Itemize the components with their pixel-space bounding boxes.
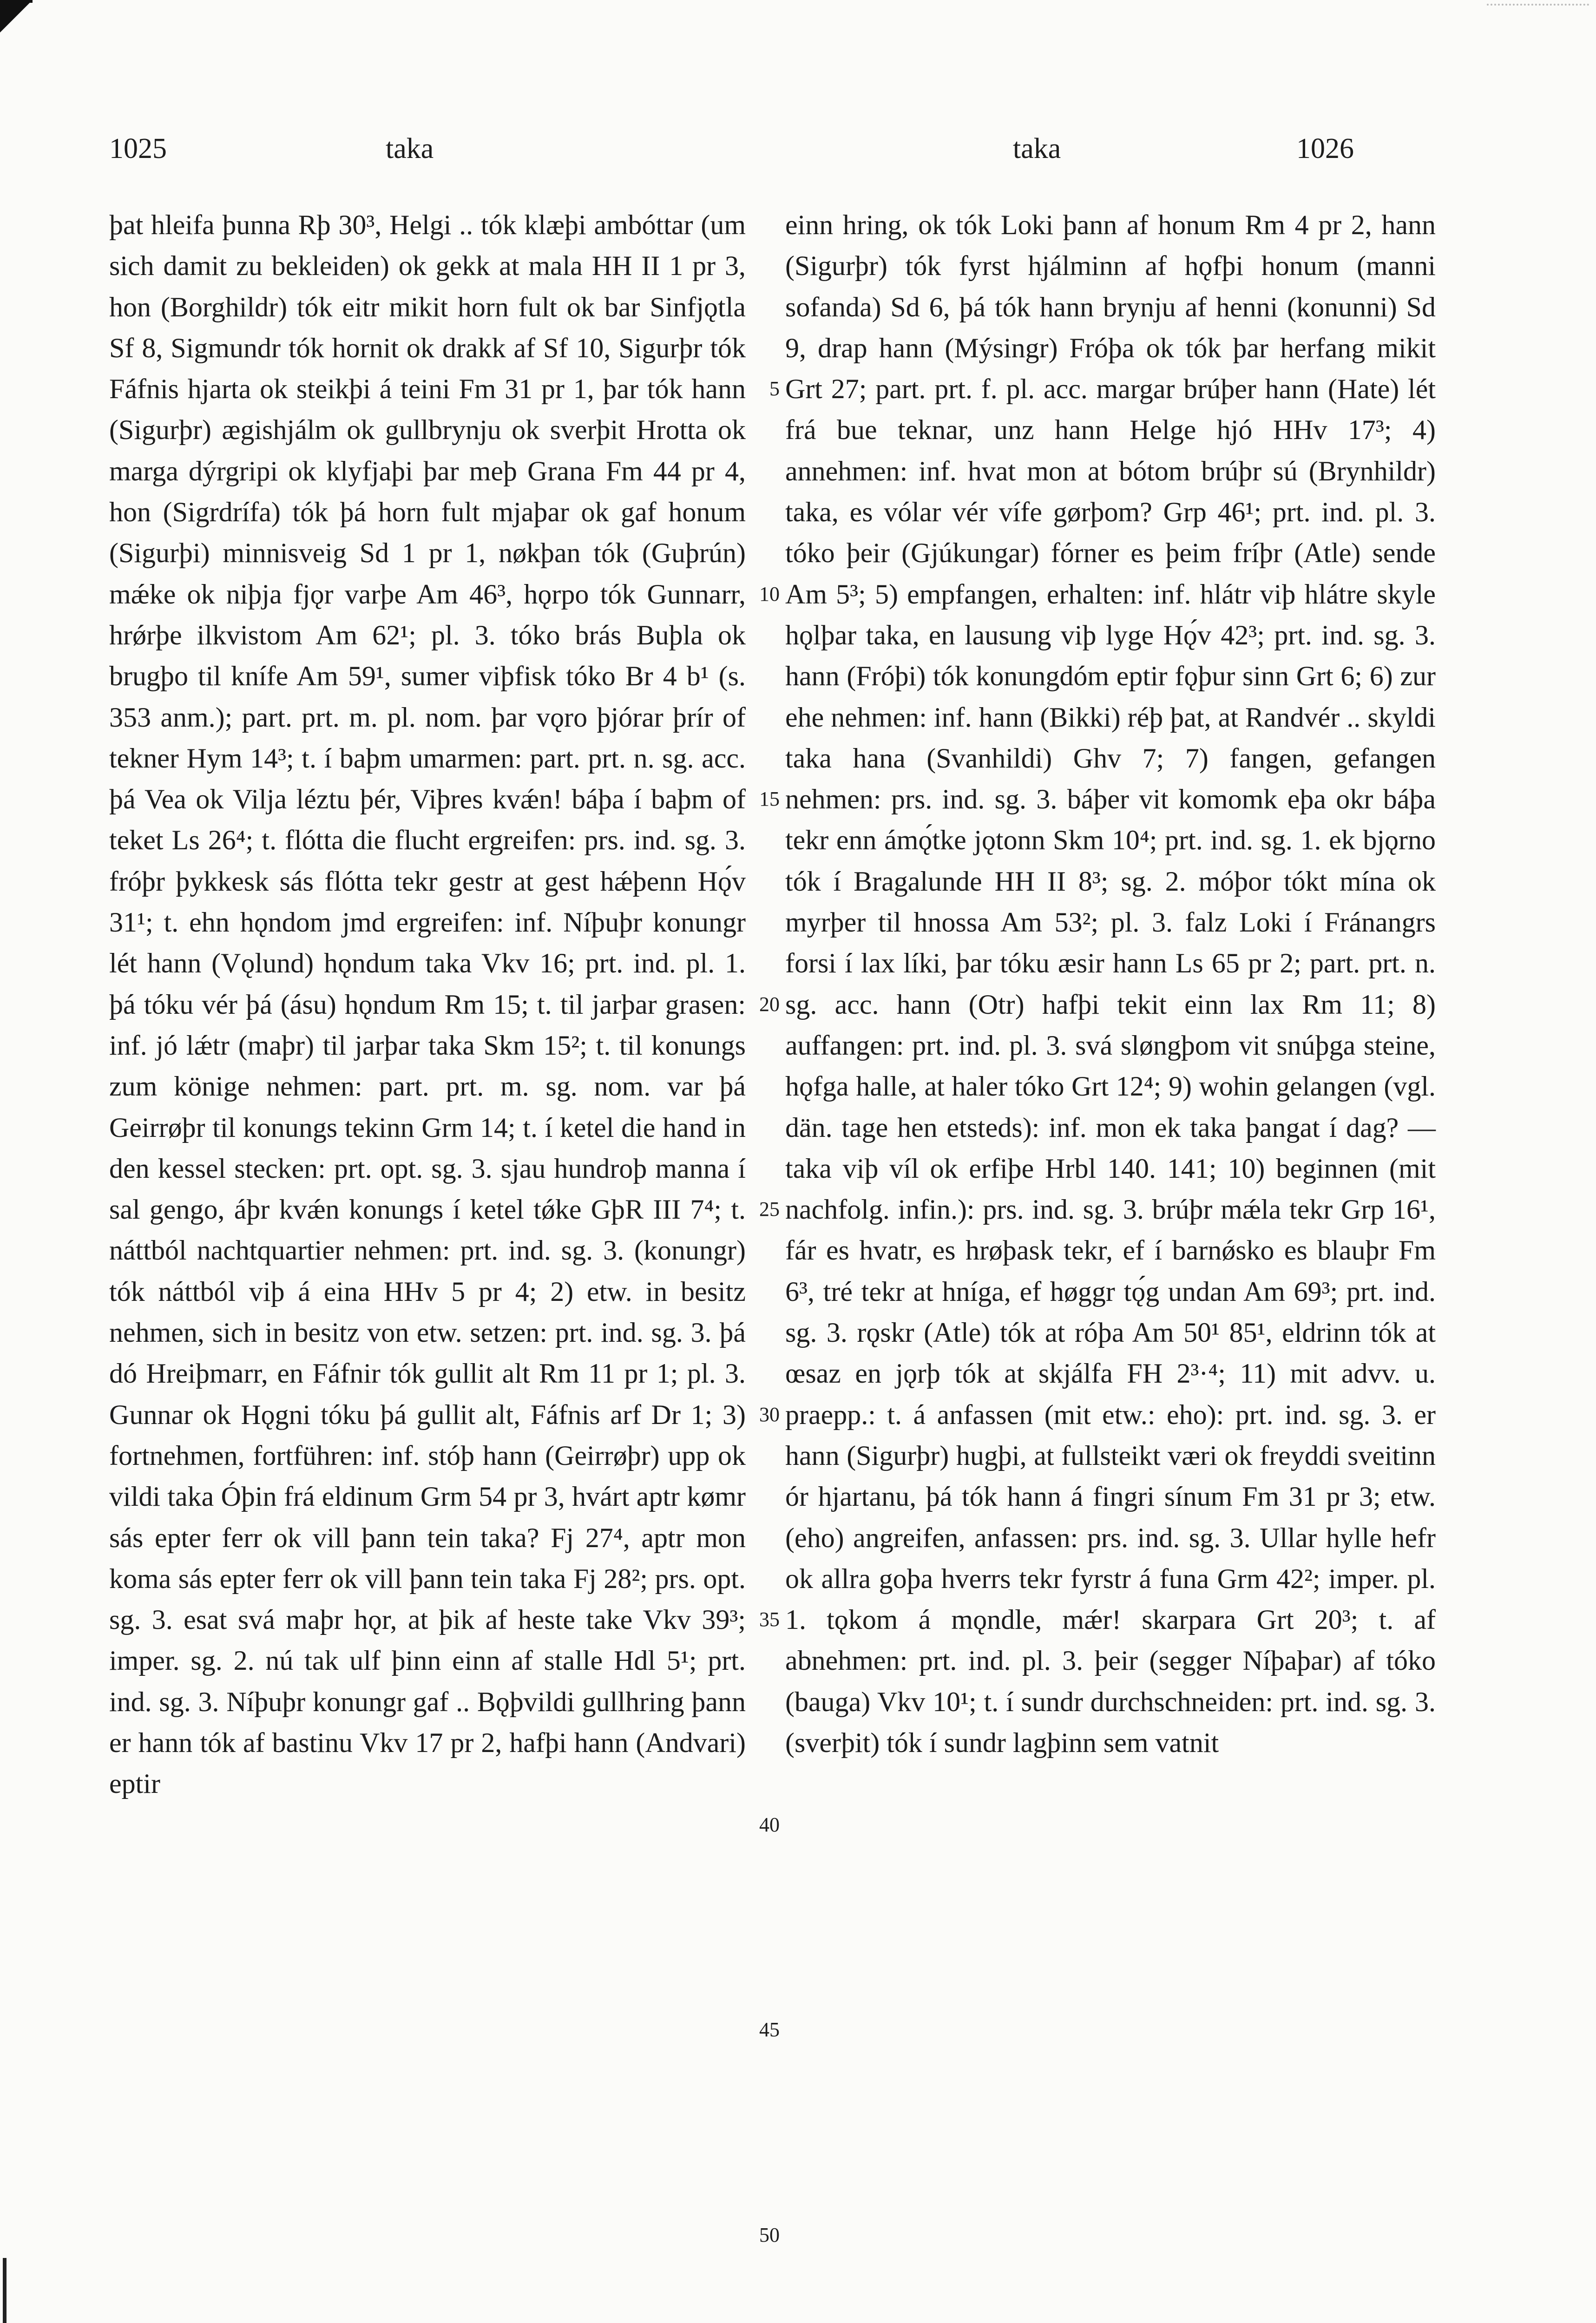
left-column [109,204,746,1805]
line-number: 40 [759,1813,780,1836]
corner-line [0,0,33,3]
line-number: 5 [769,377,780,400]
line-number: 10 [759,582,780,605]
headword-left: taka [386,133,434,164]
page-number-right: 1026 [1296,133,1354,164]
page-number-left: 1025 [109,133,167,164]
left-column-text: þat hleifa þunna Rþ 30³, Helgi .. tók klæþi ambóttar (um sich damit zu bekleiden) ok gekk at mala HH II 1 pr 3, hon (Borghildr) tók eitr mikit horn fult ok bar Sinfjǫtla Sf 8, Sigmundr tók hornit ok drakk af Sf 10, Sigurþr tók Fáfnis hjarta ok steikþi á teini Fm 31 pr 1, þar tók hann (Sigurþr) ægishjálm ok gullbrynju ok sverþit Hrotta ok marga dýrgripi ok klyfjaþi þar meþ Grana Fm 44 pr 4, hon (Sigrdrífa) tók þá horn fult mjaþar ok gaf honum (Sigurþi) minnisveig Sd 1 pr 1, nøkþan tók (Guþrún) mǽke ok niþja fjǫr varþe Am 46³, hǫrpo tók Gunnarr, hrǿrþe ilkvistom Am 62¹; pl. 3. tóko brás Buþla ok brugþo til knífe Am 59¹, sumer viþfisk tóko Br 4 b¹ (s. 353 anm.); part. prt. m. pl. nom. þar vǫro þjórar þrír of tekner Hym 14³; t. í baþm umarmen: part. prt. n. sg. acc. þá Vea ok Vilja léztu þér, Viþres kvǽn! báþa í baþm of teket Ls 26⁴; t. flótta die flucht ergreifen: prs. ind. sg. 3. fróþr þykkesk sás flótta tekr gestr at gest hǽþenn Hǫ́v 31¹; t. ehn hǫndom jmd ergreifen: inf. Níþuþr konungr lét hann (Vǫlund) hǫndum taka Vkv 16; prt. ind. pl. 1. þá tóku vér þá (ásu) hǫndum Rm 15; t. til jarþar grasen: inf. jó lǽtr (maþr) til jarþar taka Skm 15²; t. til konungs zum könige nehmen: part. prt. m. sg. nom. var þá Geirrøþr til konungs tekinn Grm 14; t. í ketel die hand in den kessel stecken: prt. opt. sg. 3. sjau hundroþ manna í sal gengo, áþr kvǽn konungs í ketel tǿke GþR III 7⁴; t. náttból nachtquartier nehmen: prt. ind. sg. 3. (konungr) tók náttból viþ á eina HHv 5 pr 4; 2) etw. in besitz nehmen, sich in besitz von etw. setzen: prt. ind. sg. 3. þá dó Hreiþmarr, en Fáfnir tók gullit alt Rm 11 pr 1; pl. 3. Gunnar ok Hǫgni tóku þá gullit alt, Fáfnis arf Dr 1; 3) fortnehmen, fortführen: inf. stóþ hann (Geirrøþr) upp ok vildi taka Óþin frá eldinum Grm 54 pr 3, hvárt aptr kømr sás epter ferr ok vill þann tein taka? Fj 27⁴, aptr mon koma sás epter ferr ok vill þann tein taka Fj 28²; prs. opt. sg. 3. esat svá maþr hǫr, at þik af heste take Vkv 39³; imper. sg. 2. nú tak ulf þinn einn af stalle Hdl 5¹; prt. ind. sg. 3. Níþuþr konungr gaf .. Bǫþvildi gullhring þann er hann tók af bastinu Vkv 17 pr 2, hafþi hann (Andvari) eptir [109,210,746,1799]
line-number: 35 [759,1608,780,1631]
right-column-text: einn hring, ok tók Loki þann af honum Rm 4 pr 2, hann (Sigurþr) tók fyrst hjálminn af hǫfþi honum (manni sofanda) Sd 6, þá tók hann brynju af henni (konunni) Sd 9, drap hann (Mýsingr) Fróþa ok tók þar herfang mikit Grt 27; part. prt. f. pl. acc. margar brúþer hann (Hate) lét frá bue teknar, unz hann Helge hjó HHv 17³; 4) annehmen: inf. hvat mon at bótom brúþr sú (Brynhildr) taka, es vólar vér vífe gørþom? Grp 46¹; prt. ind. pl. 3. tóko þeir (Gjúkungar) fórner es þeim fríþr (Atle) sende Am 5³; 5) empfangen, erhalten: inf. hlátr viþ hlátre skyle hǫlþar taka, en lausung viþ lyge Hǫ́v 42³; prt. ind. sg. 3. hann (Fróþi) tók konungdóm eptir fǫþur sinn Grt 6; 6) zur ehe nehmen: inf. hann (Bikki) réþ þat, at Randvér .. skyldi taka hana (Svanhildi) Ghv 7; 7) fangen, gefangen nehmen: prs. ind. sg. 3. báþer vit komomk eþa okr báþa tekr enn ámǫ́tke jǫtonn Skm 10⁴; prt. ind. sg. 1. ek bjǫrno tók í Bragalunde HH II 8³; sg. 2. móþor tókt mína ok myrþer til hnossa Am 53²; pl. 3. falz Loki í Fránangrs forsi í lax líki, þar tóku æsir hann Ls 65 pr 2; part. prt. n. sg. acc. hann (Otr) hafþi tekit einn lax Rm 11; 8) auffangen: prt. ind. pl. 3. svá sløngþom vit snúþga steine, hǫfga halle, at haler tóko Grt 12⁴; 9) wohin gelangen (vgl. dän. tage hen etsteds): inf. mon ek taka þangat í dag? — taka viþ víl ok erfiþe Hrbl 140. 141; 10) beginnen (mit nachfolg. infin.): prs. ind. sg. 3. brúþr mǽla tekr Grp 16¹, fár es hvatr, es hrøþask tekr, ef í barnǿsko es blauþr Fm 6³, tré tekr at hníga, ef høggr tǫ́g undan Am 69³; prt. ind. sg. 3. rǫskr (Atle) tók at róþa Am 50¹ 85¹, eldrinn tók at œsaz en jǫrþ tók at skjálfa FH 2³·⁴; 11) mit advv. u. praepp.: t. á anfassen (mit etw.: eho): prt. ind. sg. 3. er hann (Sigurþr) hugþi, at fullsteikt væri ok freyddi sveitinn ór hjartanu, þá tók hann á fingri sínum Fm 31 pr 3; etw. (eho) angreifen, anfassen: prs. ind. sg. 3. Ullar hylle hefr ok allra goþa hverrs tekr fyrstr á funa Grm 42²; imper. pl. 1. tǫkom á mǫndle, mǽr! skarpara Grt 20³; t. af abnehmen: prt. ind. pl. 3. þeir (segger Níþaþar) af tóko (bauga) Vkv 10¹; t. í sundr durchschneiden: prt. ind. sg. 3. (sverþit) tók í sundr lagþinn sem vatnit [785,210,1436,1758]
line-number: 45 [759,2018,780,2041]
corner-mark [0,0,33,33]
left-edge-bar [3,2258,7,2323]
headword-right: taka [1013,133,1061,164]
top-right-dots [1487,4,1589,7]
line-number: 30 [759,1403,780,1426]
line-number: 15 [759,787,780,811]
right-column [785,204,1436,1763]
line-numbers [747,204,780,2256]
line-number: 20 [759,992,780,1016]
line-number: 50 [759,2223,780,2246]
line-number: 25 [759,1198,780,1221]
